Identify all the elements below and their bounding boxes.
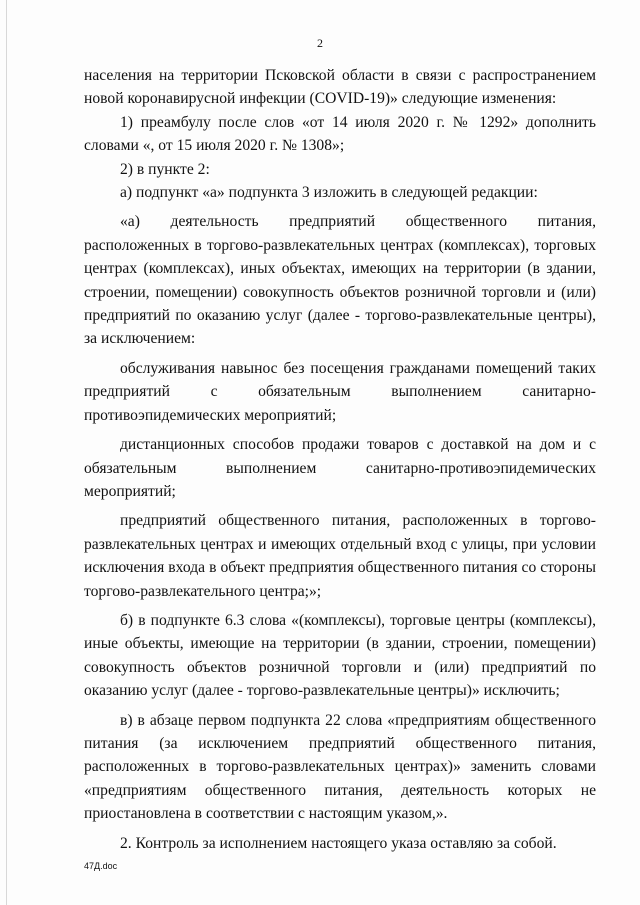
paragraph-subitem-v: в) в абзаце первом подпункта 22 слова «предприятиям общественного питания (за исключением предприятий общественного питания, расположенных в торгово-развлекательных центрах)» заменить словами «предприятиям общественного питания, деятельность которых не приостановлена в соответствии с настоящим указом,». [84,711,596,823]
page-number: 2 [317,36,323,50]
paragraph-item-2: 2) в пункте 2: [120,160,210,178]
document-body [84,64,596,855]
paragraph-item-control: 2. Контроль за исполнением настоящего указа оставляю за собой. [120,834,557,852]
paragraph-exception-2: дистанционных способов продажи товаров с доставкой на дом и с обязательным выполнением санитарно-противоэпидемических мероприятий; [84,436,596,500]
paragraph-continuation: населения на территории Псковской области в связи с распространением новой коронавирусной инфекции (COVID-19)» следующие изменения: [84,67,596,108]
paragraph-quoted-a: «а) деятельность предприятий общественного питания, расположенных в торгово-развлекательных центрах (комплексах), торговых центрах (комплексах), иных объектах, имеющих на территории (в здании, строении, помещении) совокупность объектов розничной торговли и (или) предприятий по оказанию услуг (далее - торгово-развлекательные центры), за исключением: [84,213,596,348]
paragraph-item-1: 1) преамбулу после слов «от 14 июля 2020 г. № 1292» дополнить словами «, от 15 июля 2020 г. № 1308»; [84,113,596,155]
paragraph-subitem-b: б) в подпункте 6.3 слова «(комплексы), торговые центры (комплексы), иные объекты, имеющие на территории (в здании, строении, помещении) совокупность объектов розничной торговли и (или) предприятий по оказанию услуг (далее - торгово-развлекательные центры)» исключить; [84,611,596,700]
paragraph-exception-1: обслуживания навынос без посещения гражданами помещений таких предприятий с обязательным выполнением санитарно-противоэпидемических мероприятий; [84,359,596,424]
paragraph-subitem-a: а) подпункт «а» подпункта 3 изложить в следующей редакции: [120,184,538,202]
paragraph-exception-3: предприятий общественного питания, расположенных в торгово-развлекательных центрах и имеющих отдельный вход с улицы, при условии исключения входа в объект предприятия общественного питания со стороны торгово-развлекательного центра;»; [84,512,596,600]
scan-edge-line [6,0,7,905]
footer-filename: 47Д.doc [84,861,118,871]
